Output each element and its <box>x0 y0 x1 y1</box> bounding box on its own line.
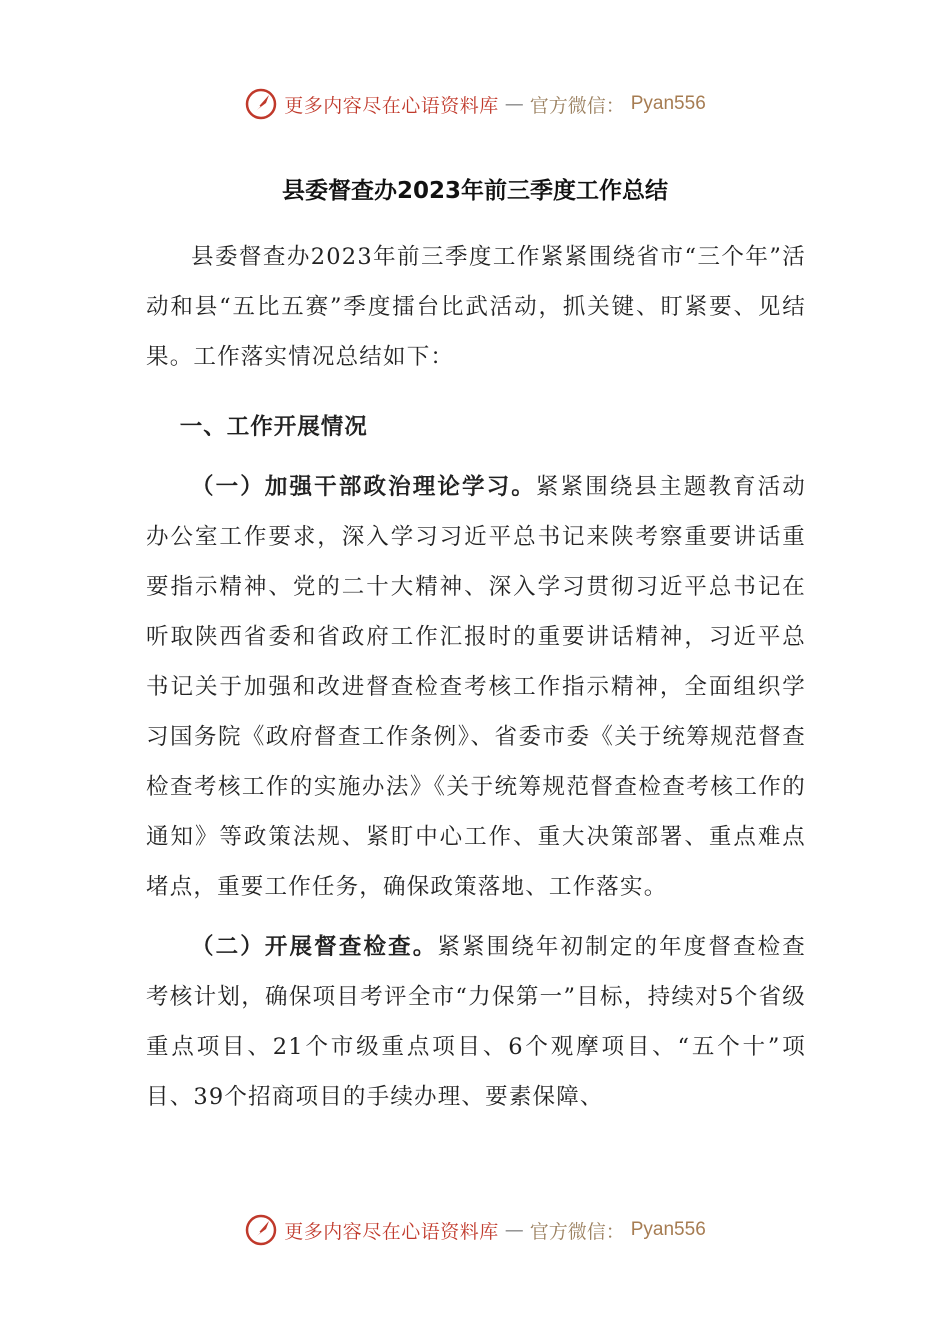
watermark-wechat-id: Pyan556 <box>630 1219 706 1240</box>
document-title: 县委督查办2023年前三季度工作总结 <box>281 178 668 204</box>
item-paragraph-2 <box>146 922 806 1122</box>
watermark-wechat-label: 官方微信： <box>529 1220 625 1243</box>
item-body-1: 紧紧围绕县主题教育活动办公室工作要求，深入学习习近平总书记来陕考察重要讲话重要指示精神、党的二十大精神、深入学习贯彻习近平总书记在听取陕西省委和省政府工作汇报时的重要讲话精神，习近平总书记关于加强和改进督查检查考核工作指示精神，全面组织学习国务院《政府督查工作条例》、省委市委《关于统筹规范督查检查考核工作的实施办法》《关于统筹规范督查检查考核工作的通知》等政策法规、紧盯中心工作、重大决策部署、重点难点堵点，重要工作任务，确保政策落地、工作落实。 <box>146 474 806 900</box>
item-heading-2: （二）开展督查检查。 <box>191 934 438 960</box>
intro-paragraph: 县委督查办2023年前三季度工作紧紧围绕省市“三个年”活动和县“五比五赛”季度擂台比武活动，抓关键、盯紧要、见结果。工作落实情况总结如下： <box>146 244 806 370</box>
watermark-separator: — <box>504 1219 524 1241</box>
section-heading-1: 一、工作开展情况 <box>179 414 368 440</box>
item-paragraph-1 <box>146 462 806 912</box>
header-watermark <box>0 84 950 124</box>
watermark-wechat-label: 官方微信： <box>529 94 625 117</box>
quill-logo-icon <box>244 1213 278 1247</box>
document-body <box>146 232 806 1122</box>
watermark-separator: — <box>504 93 524 115</box>
footer-watermark <box>0 1210 950 1250</box>
watermark-text: 更多内容尽在心语资料库 <box>284 94 499 117</box>
watermark-text: 更多内容尽在心语资料库 <box>284 1220 499 1243</box>
quill-logo-icon <box>244 87 278 121</box>
item-heading-1: （一）加强干部政治理论学习。 <box>191 474 536 500</box>
item-body-2: 紧紧围绕年初制定的年度督查检查考核计划，确保项目考评全市“力保第一”目标，持续对5个省级重点项目、21个市级重点项目、6个观摩项目、“五个十”项目、39个招商项目的手续办理、要素保障、 <box>146 934 806 1110</box>
watermark-wechat-id: Pyan556 <box>630 93 706 114</box>
